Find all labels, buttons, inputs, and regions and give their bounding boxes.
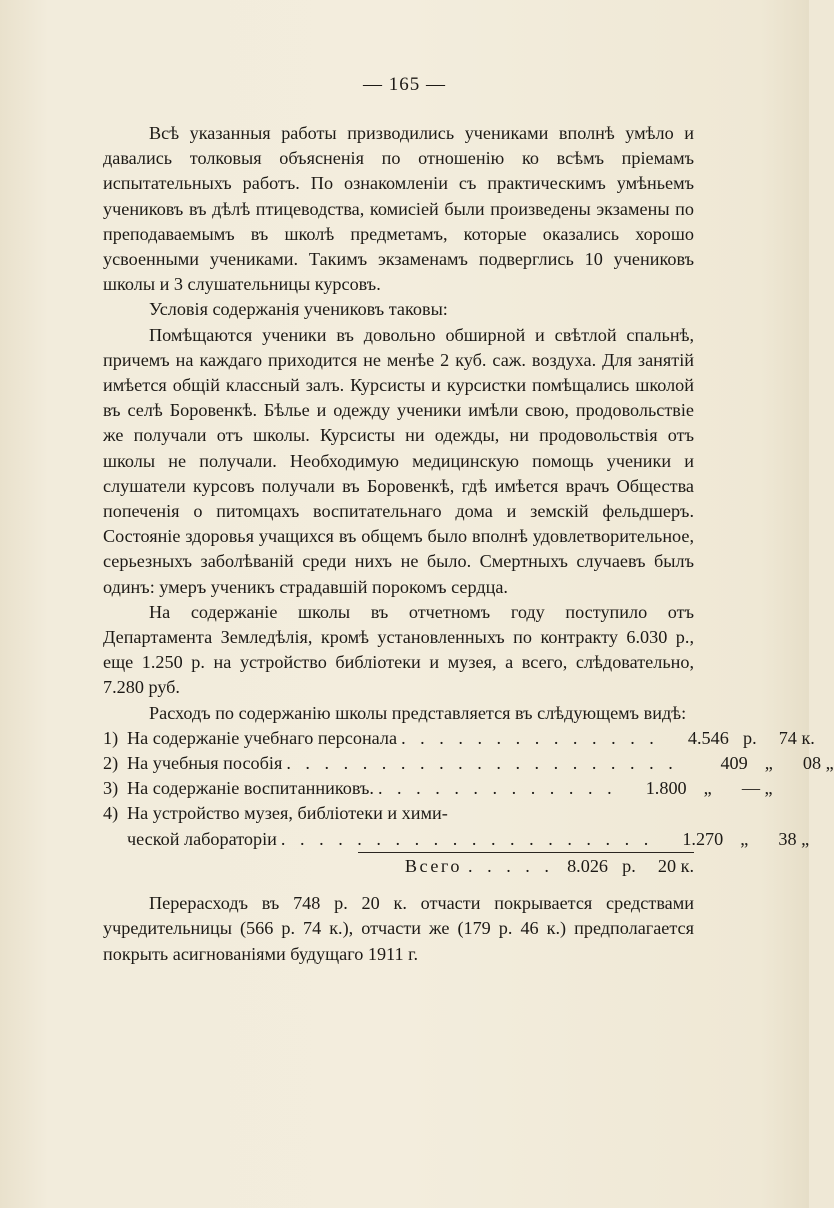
expense-label: На содержаніе воспитанниковъ. (127, 778, 374, 799)
paragraph-conditions-heading: Условія содержанія учениковъ таковы: (149, 299, 448, 320)
expense-row: 4) На устройство музея, библіотеки и хими- (103, 801, 694, 826)
page-number: — 165 — (363, 74, 446, 95)
expense-label: На учебныя пособія (127, 753, 283, 774)
expense-row-continuation: ческой лабораторіи . . . . . . . . . . . . . . . . . . . . 1.270 „ 38 „ (103, 827, 694, 852)
expense-amount: 4.546 (687, 727, 729, 748)
paragraph-exams: Всѣ указанныя работы призводились учениками вполнѣ умѣло и давались толковыя объясненія по отношенію ко всѣмъ пріемамъ испытательныхъ работъ. По ознакомленіи съ практическимъ умѣньемъ учениковъ въ дѣлѣ птицеводства, комисіей были произведены экзамены по преподаваемымъ въ школѣ предметамъ, которые оказались хорошо усвоенными учениками. Такимъ экзаменамъ подверглись 10 учениковъ школы и 3 слушательницы курсовъ. (103, 123, 694, 295)
total-label: Всего (404, 855, 462, 876)
expense-label: ческой лабораторіи (127, 828, 277, 849)
body-text (103, 121, 834, 967)
dot-leader: . . . . . . . . . . . . . (377, 778, 617, 799)
expense-row: 1) На содержаніе учебнаго персонала . . . . . . . . . . . . . . 4.546 р. 74 к. (103, 726, 694, 751)
dot-leader: . . . . . . . . . . . . . . (401, 727, 659, 748)
total-amount: 8.026 (567, 855, 608, 876)
dot-leader: . . . . . . . . . . . . . . . . . . . . (280, 828, 654, 849)
expense-table (103, 726, 834, 879)
expense-label: На содержаніе учебнаго персонала (127, 727, 398, 748)
expense-label: На устройство музея, библіотеки и хими- (127, 803, 448, 824)
paragraph-funding: На содержаніе школы въ отчетномъ году поступило отъ Департамента Земледѣлія, кромѣ установленныхъ по контракту 6.030 р., еще 1.250 р. на устройство библіотеки и музея, а всего, слѣдовательно, 7.280 руб. (103, 601, 694, 698)
dot-leader: . . . . . . . . . . . . . . . . . . . . . (286, 753, 678, 774)
expense-row: 2) На учебныя пособія . . . . . . . . . . . . . . . . . . . . . 409 „ 08 „ (103, 751, 694, 776)
expense-amount: 1.800 (645, 778, 687, 799)
expense-row: 3) На содержаніе воспитанниковъ. . . . . . . . . . . . . . 1.800 „ — „ (103, 776, 694, 801)
paragraph-overspending: Перерасходъ въ 748 р. 20 к. отчасти покрывается средствами учредительницы (566 р. 74 к.), отчасти же (179 р. 46 к.) предполагается покрыть асигнованіями будущаго 1911 г. (103, 893, 694, 964)
paragraph-expenses-intro: Расходъ по содержанію школы представляется въ слѣдующемъ видѣ: (149, 702, 687, 723)
paragraph-living-conditions: Помѣщаются ученики въ довольно обширной и свѣтлой спальнѣ, причемъ на каждаго приходится не менѣе 2 куб. саж. воздуха. Для занятій имѣется общій классный залъ. Курсисты и курсистки помѣщались школой въ селѣ Боровенкѣ. Бѣлье и одежду ученики имѣли свою, продовольствіе же получали отъ школы. Курсисты ни одежды, ни продовольствія отъ школы не получали. Необходимую медицинскую помощь ученики и слушатели курсовъ получали въ Боровенкѣ, гдѣ имѣется врачъ Общества попеченія о питомцахъ воспитательнаго дома и земскій фельдшеръ. Состояніе здоровья учащихся въ общемъ было вполнѣ удовлетворительное, серьезныхъ заболѣваній среди нихъ не было. Смертныхъ случаевъ былъ одинъ: умеръ ученикъ страдавшій порокомъ сердца. (103, 324, 694, 597)
dot-leader: . . . . . (468, 855, 554, 876)
expense-amount: 1.270 (682, 828, 724, 849)
expense-total-row: Всего . . . . . 8.026 р. 20 к. (358, 852, 694, 879)
expense-amount: 409 (720, 753, 748, 774)
